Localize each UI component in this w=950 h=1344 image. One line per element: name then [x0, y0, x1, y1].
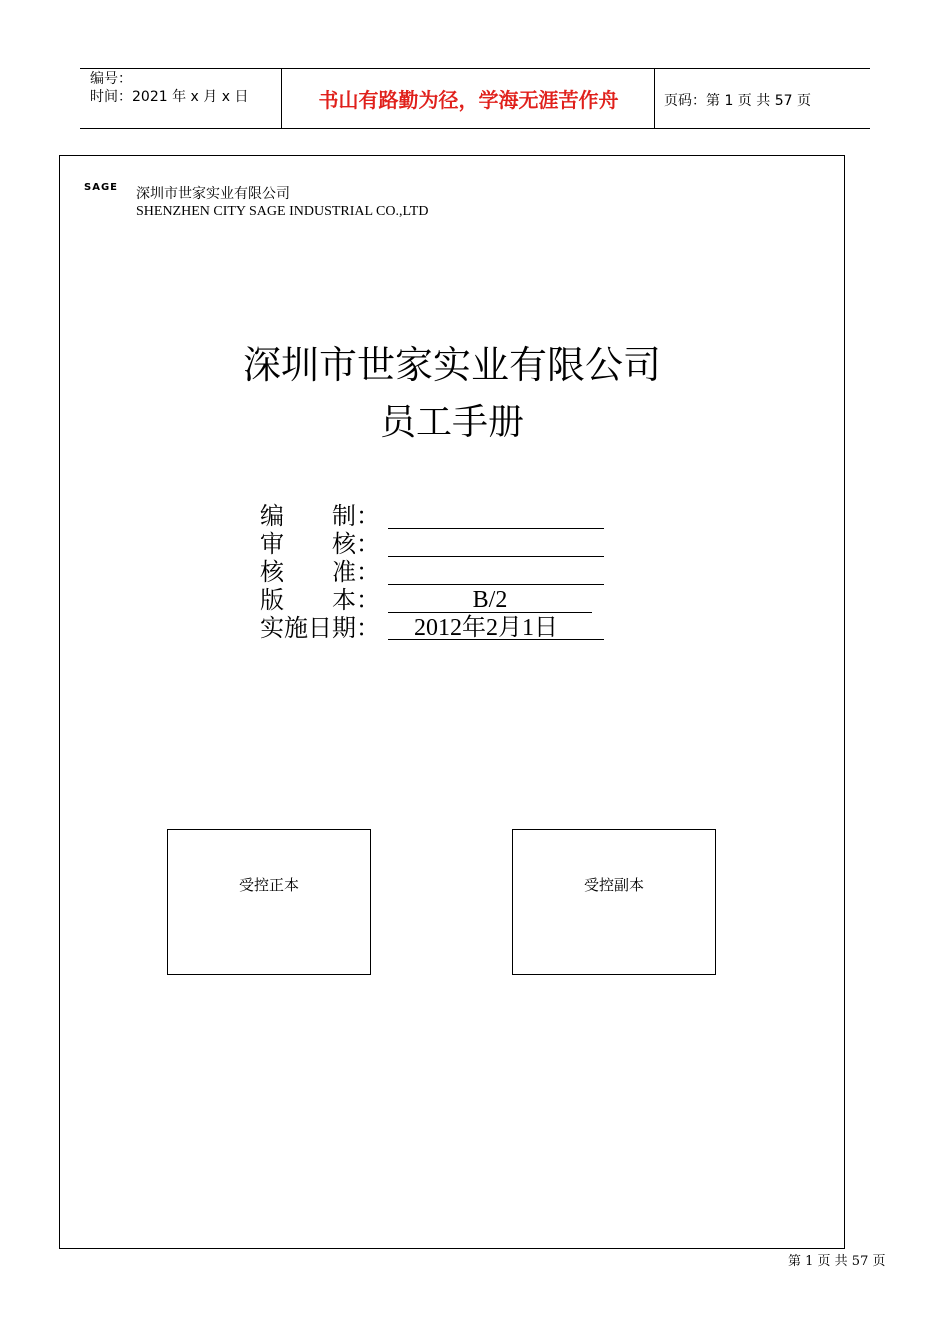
stamp-box-official: [167, 829, 371, 975]
stamp-box-copy: [512, 829, 716, 975]
document-frame: [59, 155, 845, 1249]
header-top-rule: [80, 68, 870, 69]
document-title-company: 深圳市世家实业有限公司: [242, 343, 661, 387]
field-value-line[interactable]: [388, 502, 604, 529]
stamp-copy-label: 受控副本: [583, 876, 644, 894]
header-meta: [90, 70, 248, 106]
company-logo: SAGE: [84, 182, 118, 193]
header-number-label: 编号：: [90, 71, 132, 87]
field-value-date: 2012年2月1日: [388, 614, 604, 640]
field-value-line[interactable]: [388, 558, 604, 585]
document-title-handbook: 员工手册: [379, 402, 524, 443]
field-label: 编 制：: [260, 502, 380, 530]
company-name-en: SHENZHEN CITY SAGE INDUSTRIAL CO.,LTD: [136, 204, 429, 219]
field-label: 实施日期：: [260, 614, 380, 642]
header-page-info: 页码：第 1 页 共 57 页: [664, 93, 811, 109]
footer-page-number: 第 1 页 共 57 页: [788, 1254, 886, 1269]
header-bottom-rule: [80, 128, 870, 129]
field-label: 版 本：: [260, 586, 380, 614]
field-value-version: B/2: [388, 586, 592, 613]
field-value-line[interactable]: [388, 530, 604, 557]
field-label: 审 核：: [260, 530, 380, 558]
field-label: 核 准：: [260, 558, 380, 586]
header-time-label: 时间：2021 年 x 月 x 日: [90, 89, 249, 105]
header-motto: 书山有路勤为径，学海无涯苦作舟: [318, 88, 619, 112]
company-name-cn: 深圳市世家实业有限公司: [136, 186, 290, 202]
stamp-official-label: 受控正本: [238, 876, 299, 894]
